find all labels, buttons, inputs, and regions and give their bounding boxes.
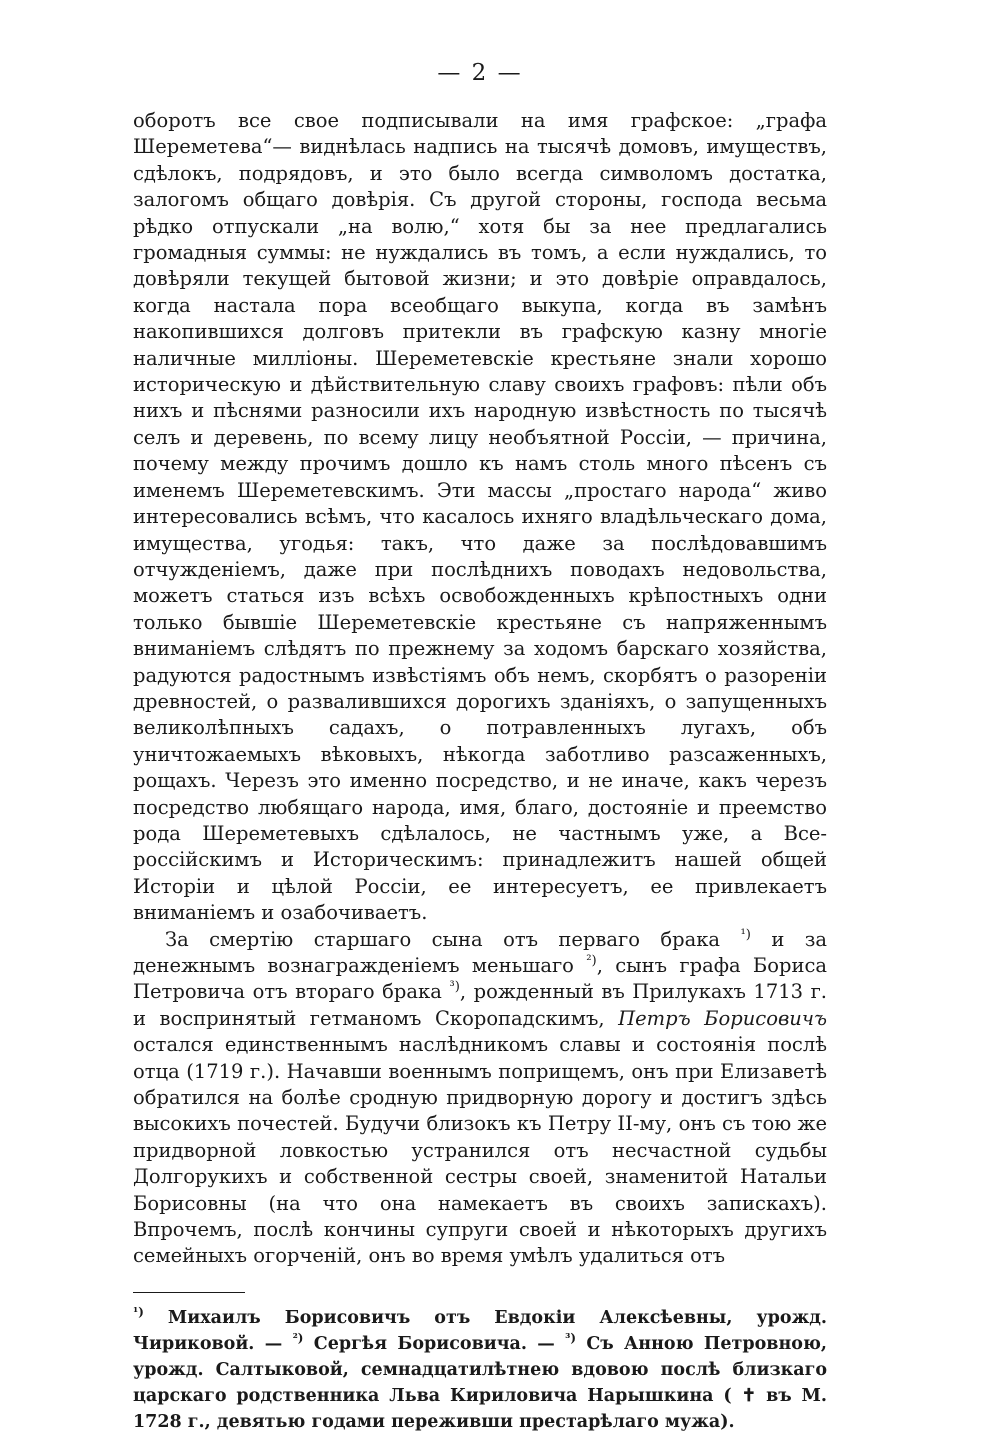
paragraph-2-text: , сынъ графа Бориса Петровича отъ втораго брака bbox=[133, 954, 827, 1004]
footnote-ref-2: ²) bbox=[586, 953, 597, 969]
footnote-ref-1: ¹) bbox=[740, 927, 751, 943]
paragraph-2 bbox=[133, 927, 827, 1270]
book-page bbox=[133, 60, 827, 1435]
footnote-divider bbox=[133, 1292, 245, 1293]
footnote-marker-3: ³) bbox=[565, 1331, 576, 1346]
footnote-text-3: Съ Анною Петровною, урожд. Салтыковой, семнадцатилѣтнею вдовою послѣ близкаго царскаго родственника Льва Кириловича Нарышкина ( ✝ въ М. 1728 г., девятью годами переживши престарѣлаго мужа). bbox=[133, 1333, 827, 1432]
paragraph-2-text: и за денежнымъ вознагражденіемъ меньшаго bbox=[133, 927, 828, 977]
italic-name: Петръ Борисовичъ bbox=[618, 1006, 827, 1030]
paragraph-1: оборотъ все свое подписывали на имя графское: „графа Шереметева“— виднѣлась надпись на тысячѣ домовъ, имуществъ, сдѣлокъ, подрядовъ, и это было всегда символомъ достатка, залогомъ общаго довѣрія. Съ другой стороны, господа весьма рѣдко отпускали „на волю,“ хотя бы за нее предлагались громадныя суммы: не нуждались въ томъ, а если нуждались, то довѣряли текущей бытовой жизни; и это довѣріе оправдалось, когда настала пора всеобщаго выкупа, когда въ замѣнъ накопившихся долговъ притекли въ графскую казну многіе наличные милліоны. Шереметевскіе крестьяне знали хорошо историческую и дѣйствительную славу своихъ графовъ: пѣли объ нихъ и пѣснями разносили ихъ народную извѣстность по тысячѣ селъ и деревень, по всему лицу необъятной Россіи, — причина, почему между прочимъ дошло къ намъ столь много пѣсенъ съ именемъ Шереметевскимъ. Эти массы „простаго народа“ живо интересовались всѣмъ, что касалось ихняго владѣльческаго дома, имущества, угодья: такъ, что даже за послѣдовавшимъ отчужденіемъ, даже при послѣднихъ поводахъ недовольства, можетъ статься изъ всѣхъ освобожденныхъ крѣпостныхъ одни только бывшіе Шереметевскіе крестьяне съ напряженнымъ вниманіемъ слѣдятъ по прежнему за ходомъ барскаго хозяйства, радуются радостнымъ извѣстіямъ объ немъ, скорбятъ о разореніи древностей, о развалившихся дорогихъ зданіяхъ, о запущенныхъ великолѣпныхъ садахъ, о потравленныхъ лугахъ, объ уничтожаемыхъ вѣковыхъ, нѣкогда заботливо разсаженныхъ, рощахъ. Черезъ это именно посредство, и не иначе, какъ черезъ посредство любящаго народа, имя, благо, достояніе и преемство рода Шереметевыхъ сдѣлалось, не частнымъ уже, а Все-россійскимъ и Историческимъ: принадлежитъ нашей общей Исторіи и цѣлой Россіи, ее интересуетъ, ее привлекаетъ вниманіемъ и озабочиваетъ. bbox=[133, 109, 827, 925]
footnote-text-2: Сергѣя Борисовича. — bbox=[303, 1333, 566, 1354]
paragraph-2-text: , рожденный въ Прилукахъ 1713 г. и воспринятый гетманомъ Скоропадскимъ, bbox=[133, 980, 827, 1030]
page-number: — 2 — bbox=[437, 60, 523, 86]
footnotes bbox=[133, 1305, 827, 1435]
footnote-text-1: Михаилъ Борисовичъ отъ Евдокіи Алексѣевны, урожд. Чириковой. — bbox=[133, 1307, 827, 1354]
footnote-ref-3: ³) bbox=[449, 979, 460, 995]
footnote-marker-2: ²) bbox=[292, 1331, 304, 1346]
paragraph-2-text: За смертію старшаго сына отъ перваго брака bbox=[165, 927, 741, 951]
footnote-marker-1: ¹) bbox=[133, 1305, 144, 1320]
paragraph-2-text: остался единственнымъ наслѣдникомъ славы и состоянія послѣ отца (1719 г.). Начавши военнымъ поприщемъ, онъ при Елизаветѣ обратился на болѣе сродную придворную дорогу и достигъ здѣсь высокихъ почестей. Будучи близокъ къ Петру II-му, онъ съ тою же придворной ловкостью устранился отъ несчастной судьбы Долгорукихъ и собственной сестры своей, знаменитой Натальи Борисовны (на что она намекаетъ въ своихъ запискахъ). Впрочемъ, послѣ кончины супруги своей и нѣкоторыхъ другихъ семейныхъ огорченій, онъ во время умѣлъ удалиться отъ bbox=[133, 1033, 827, 1268]
